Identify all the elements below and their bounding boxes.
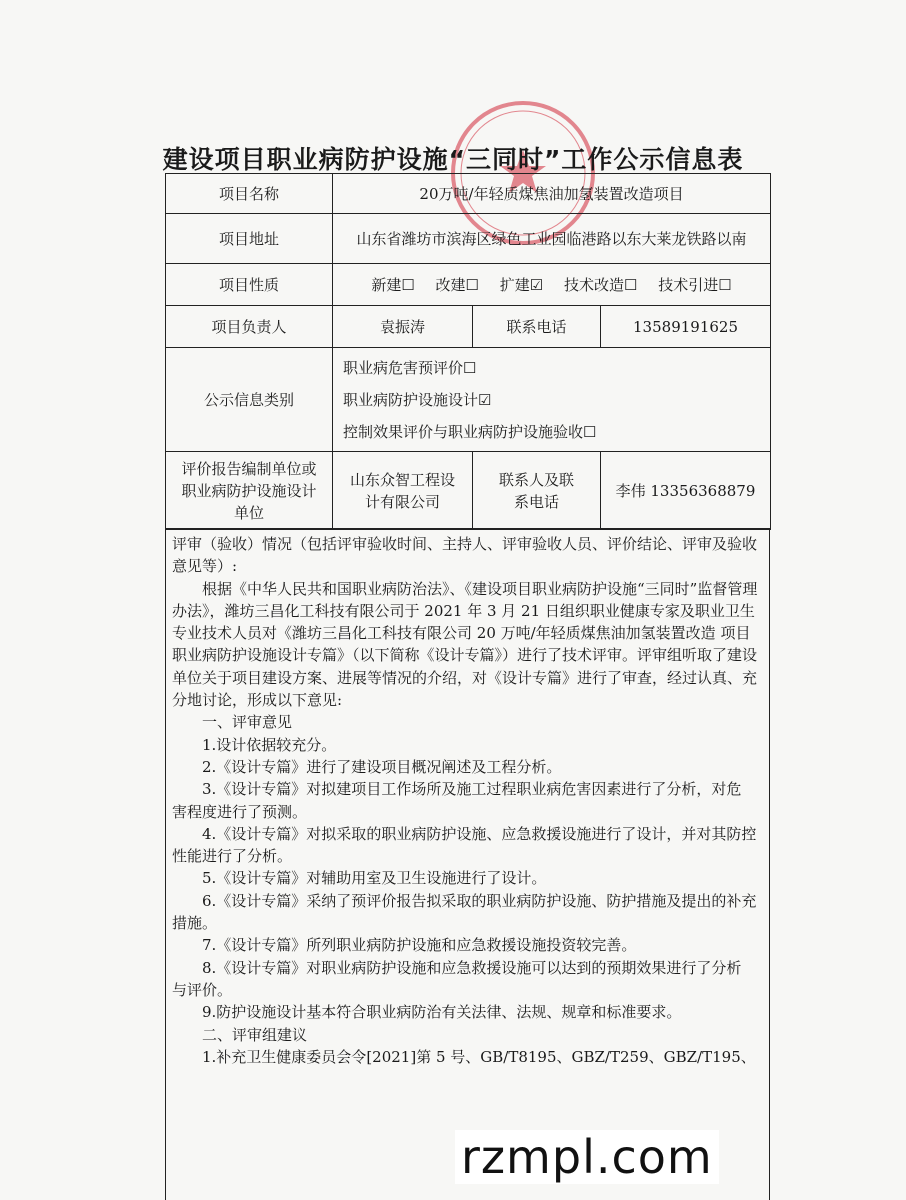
contact-label: 联系人及联系电话 xyxy=(473,452,601,530)
nature-label: 项目性质 xyxy=(166,264,333,306)
address-value: 山东省潍坊市滨海区绿色工业园临港路以东大莱龙铁路以南 xyxy=(333,214,771,264)
review-item: 2.《设计专篇》进行了建设项目概况阐述及工程分析。 xyxy=(202,757,562,776)
phone-label: 联系电话 xyxy=(473,306,601,348)
row-project-address xyxy=(166,214,771,264)
review-intro: 根据《中华人民共和国职业病防治法》、《建设项目职业病防护设施“三同时”监督管理办法》，潍坊三昌化工科技有限公司于 2021 年 3 月 21 日组织职业健康专家及职业卫生专业技术人员对《潍坊三昌化工科技有限公司 20 万吨/年轻质煤焦油加氢装置改造 项目职业病防护设施设计专篇》（以下简称《设计专篇》）进行了技术评审。评审组听取了建设单位关于项目建设方案、进展等情况的介绍，对《设计专篇》进行了审查，经过认真、充分地讨论，形成以下意见: xyxy=(172,579,758,710)
review-heading: 评审（验收）情况（包括评审验收时间、主持人、评审验收人员、评价结论、评审及验收意见等）: xyxy=(172,535,758,576)
review-item: 4.《设计专篇》对拟采取的职业病防护设施、应急救援设施进行了设计，并对其防控性能进行了分析。 xyxy=(172,824,757,866)
row-info-category xyxy=(166,348,771,452)
review-section-opinions: 一、评审意见 xyxy=(202,713,293,732)
row-project-name xyxy=(166,174,771,214)
review-item-continuation: 与评价。 xyxy=(172,980,233,999)
review-item: 3.《设计专篇》对拟建项目工作场所及施工过程职业病危害因素进行了分析，对危 害程度进行了预测。 xyxy=(172,780,742,821)
option-expansion: 扩建☑ xyxy=(499,275,544,294)
review-item: 5.《设计专篇》对辅助用室及卫生设施进行了设计。 xyxy=(202,869,547,888)
contact-value: 李伟 13356368879 xyxy=(601,452,771,530)
option-tech-renovation: 技术改造☐ xyxy=(564,275,638,294)
option-rebuild: 改建☐ xyxy=(435,275,479,294)
row-project-nature xyxy=(166,264,771,306)
review-item: 9.防护设施设计基本符合职业病防治有关法律、法规、规章和标准要求。 xyxy=(202,1003,682,1022)
category-options xyxy=(333,348,771,452)
category-control-acceptance: 控制效果评价与职业病防护设施验收☐ xyxy=(343,422,597,441)
review-item: 8.《设计专篇》对职业病防护设施和应急救援设施可以达到的预期效果进行了分析 xyxy=(202,958,742,977)
project-name-label: 项目名称 xyxy=(166,174,333,214)
option-new-build: 新建☐ xyxy=(371,275,415,294)
nature-options xyxy=(333,264,771,306)
project-info-table xyxy=(165,173,771,530)
review-item: 6.《设计专篇》采纳了预评价报告拟采取的职业病防护设施、防护措施及提出的补充措施。 xyxy=(172,891,757,933)
category-protection-design: 职业病防护设施设计☑ xyxy=(343,390,492,409)
unit-value: 山东众智工程设计有限公司 xyxy=(333,452,473,530)
site-watermark: rzmpl.com xyxy=(455,1130,719,1184)
row-design-unit xyxy=(166,452,771,530)
leader-label: 项目负责人 xyxy=(166,306,333,348)
category-pre-evaluation: 职业病危害预评价☐ xyxy=(343,358,477,377)
suggestion-item: 1.补充卫生健康委员会令[2021]第 5 号、GB/T8195、GBZ/T259、GBZ/T195、 xyxy=(202,1047,756,1066)
review-section-suggestions: 二、评审组建议 xyxy=(202,1025,308,1044)
row-project-leader xyxy=(166,306,771,348)
option-tech-import: 技术引进☐ xyxy=(658,275,732,294)
project-name-value: 20万吨/年轻质煤焦油加氢装置改造项目 xyxy=(333,174,771,214)
unit-label: 评价报告编制单位或职业病防护设施设计单位 xyxy=(166,452,333,530)
review-item: 7.《设计专篇》所列职业病防护设施和应急救援设施投资较完善。 xyxy=(202,936,637,955)
leader-value: 袁振涛 xyxy=(333,306,473,348)
category-label: 公示信息类别 xyxy=(166,348,333,452)
review-item: 1.设计依据较充分。 xyxy=(202,735,337,754)
address-label: 项目地址 xyxy=(166,214,333,264)
page-title: 建设项目职业病防护设施“三同时”工作公示信息表 xyxy=(162,145,744,174)
review-section xyxy=(165,528,770,1200)
phone-value: 13589191625 xyxy=(601,306,771,348)
